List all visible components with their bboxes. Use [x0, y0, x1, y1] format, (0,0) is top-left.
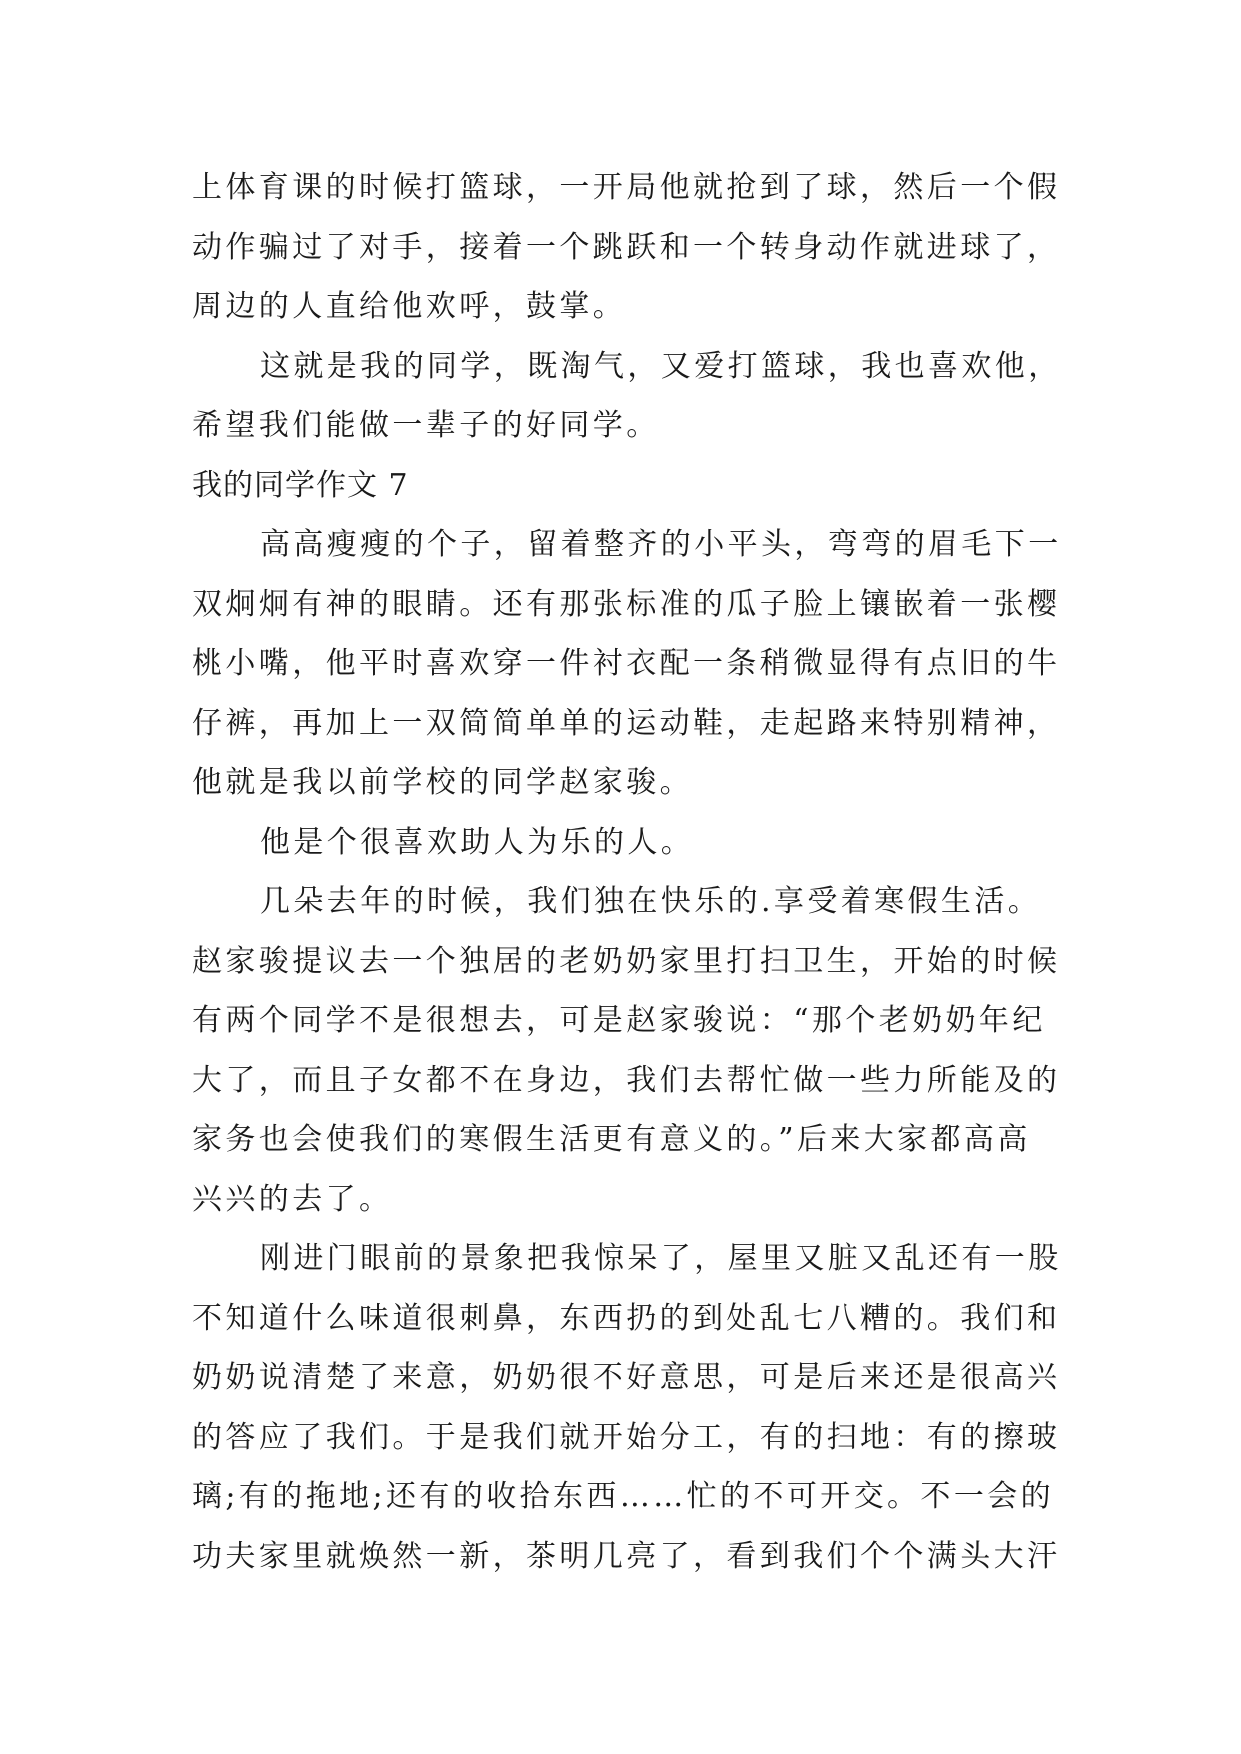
text-line: 他就是我以前学校的同学赵家骏。 — [192, 765, 693, 800]
text-line: 周边的人直给他欢呼，鼓掌。 — [192, 289, 627, 324]
text-line: 这就是我的同学，既淘气，又爱打篮球，我也喜欢他， — [260, 348, 1062, 384]
text-line: 璃;有的拖地;还有的收拾东西……忙的不可开交。不一会的 — [192, 1479, 1055, 1514]
text-line: 动作骗过了对手，接着一个跳跃和一个转身动作就进球了， — [192, 229, 1061, 265]
text-line: 双炯炯有神的眼睛。还有那张标准的瓜子脸上镶嵌着一张樱 — [192, 586, 1061, 622]
text-line: 功夫家里就焕然一新，茶明几亮了，看到我们个个满头大汗 — [192, 1538, 1061, 1574]
text-line: 仔裤，再加上一双简简单单的运动鞋，走起路来特别精神， — [192, 705, 1061, 741]
text-line: 奶奶说清楚了来意，奶奶很不好意思，可是后来还是很高兴 — [192, 1360, 1061, 1395]
text-line: 有两个同学不是很想去，可是赵家骏说：“那个老奶奶年纪 — [192, 1003, 1046, 1038]
text-line: 家务也会使我们的寒假生活更有意义的。”后来大家都高高 — [192, 1122, 1031, 1157]
text-line: 的答应了我们。于是我们就开始分工，有的扫地：有的擦玻 — [192, 1419, 1061, 1455]
text-line: 桃小嘴，他平时喜欢穿一件衬衣配一条稍微显得有点旧的牛 — [192, 646, 1061, 681]
text-line: 希望我们能做一辈子的好同学。 — [192, 408, 660, 443]
text-line: 赵家骏提议去一个独居的老奶奶家里打扫卫生，开始的时候 — [192, 943, 1061, 979]
text-line: 不知道什么味道很刺鼻，东西扔的到处乱七八糟的。我们和 — [192, 1300, 1061, 1336]
text-line: 上体育课的时候打篮球，一开局他就抢到了球，然后一个假 — [192, 170, 1061, 205]
text-line: 刚进门眼前的景象把我惊呆了，屋里又脏又乱还有一股 — [260, 1241, 1062, 1276]
text-line: 他是个很喜欢助人为乐的人。 — [260, 824, 695, 860]
text-line: 大了，而且子女都不在身边，我们去帮忙做一些力所能及的 — [192, 1062, 1061, 1098]
text-line: 几朵去年的时候，我们独在快乐的.享受着寒假生活。 — [260, 884, 1042, 919]
document-body — [192, 158, 1072, 1586]
section-heading: 我的同学作文 7 — [192, 467, 409, 503]
text-line: 高高瘦瘦的个子，留着整齐的小平头，弯弯的眉毛下一 — [260, 527, 1062, 562]
text-line: 兴兴的去了。 — [192, 1181, 393, 1217]
